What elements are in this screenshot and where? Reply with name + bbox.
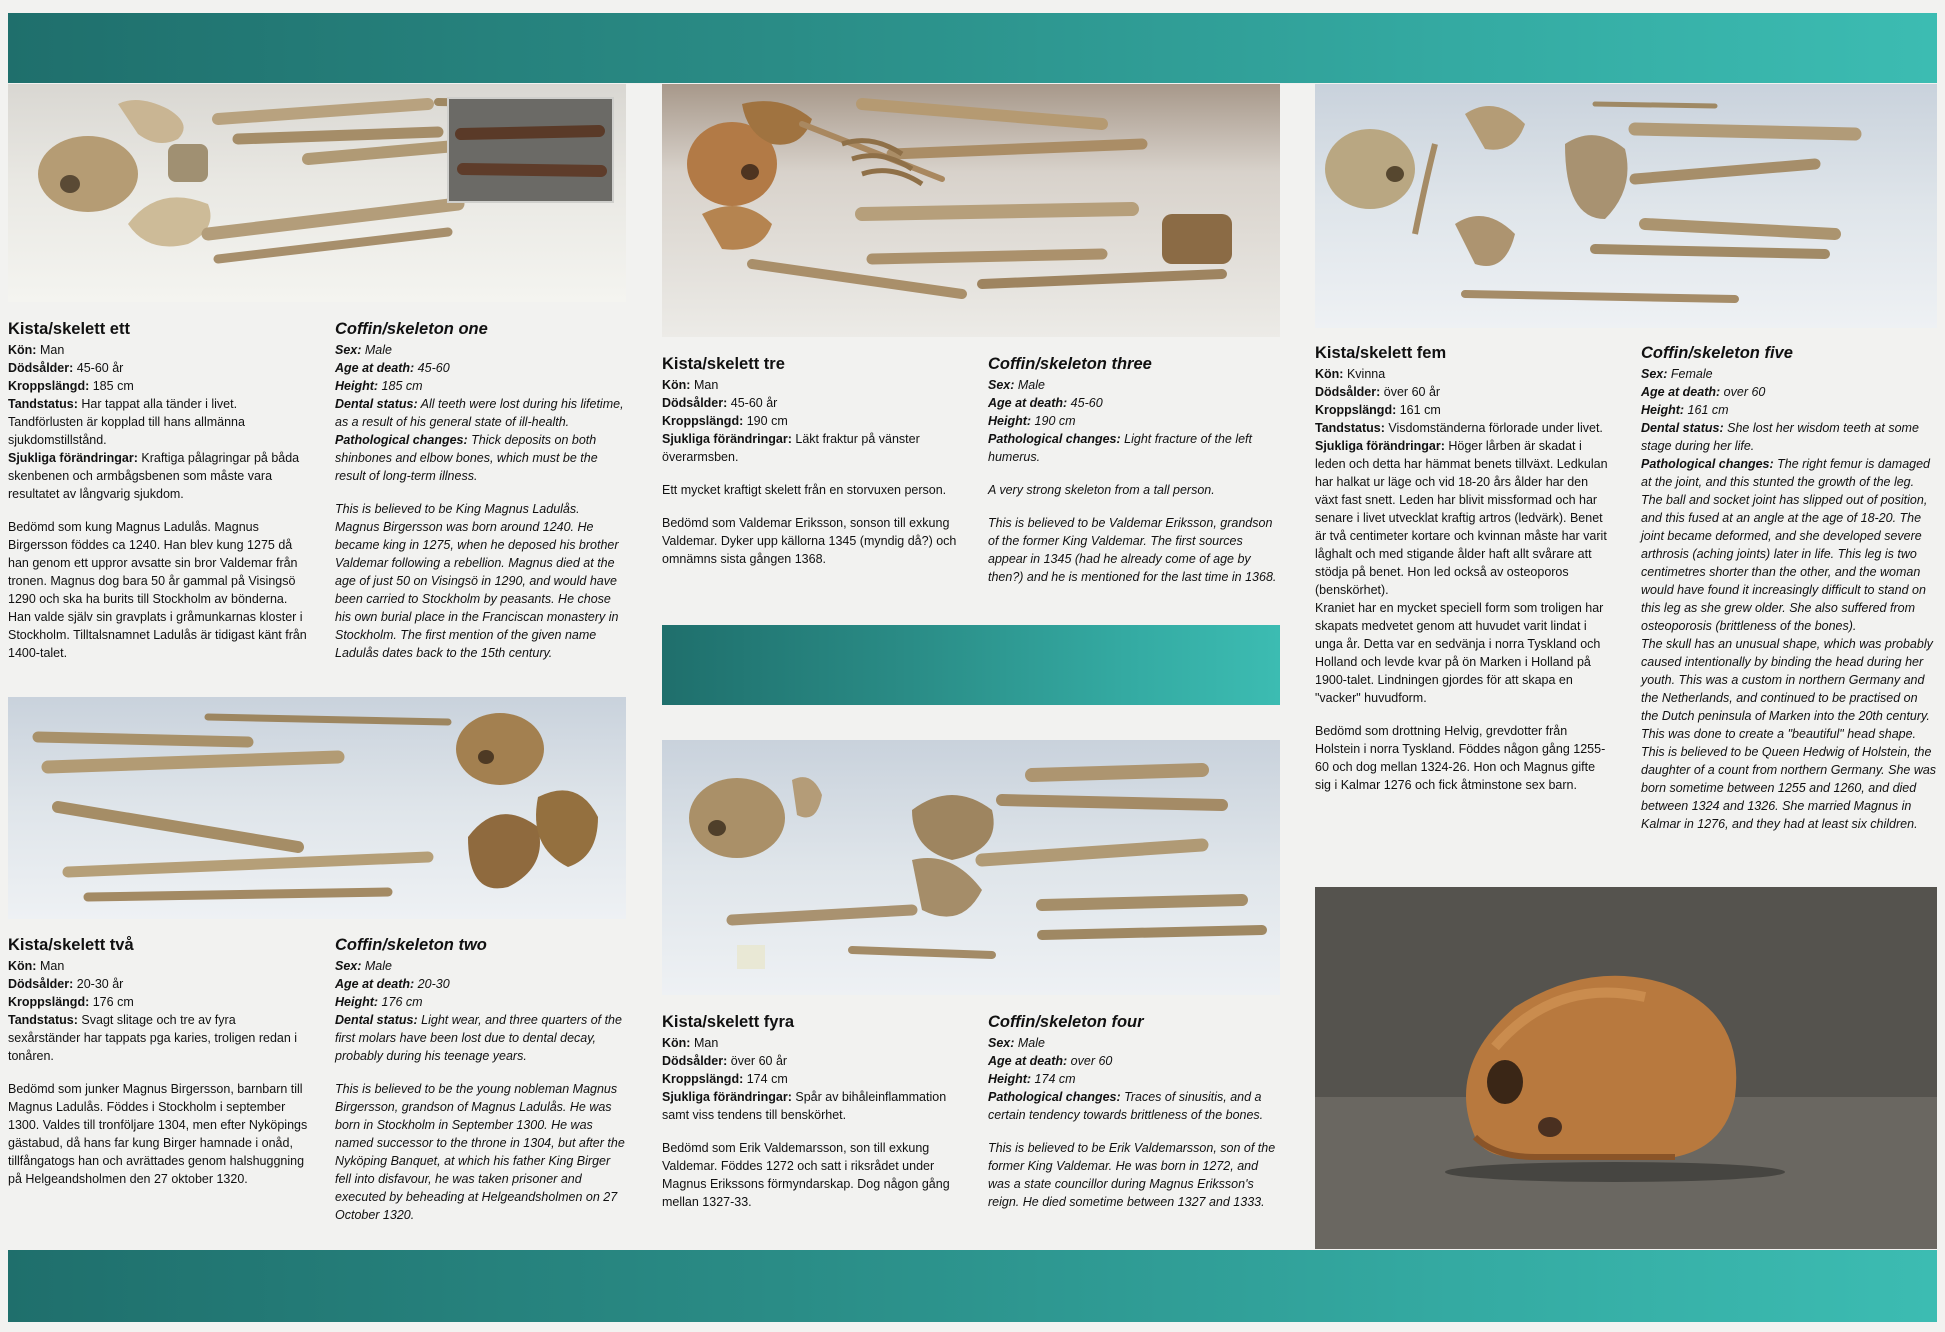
field-row: Tandstatus: Har tappat alla tänder i livet. Tandförlusten är kopplad till hans allmänna sjukdomstillstånd. xyxy=(8,397,245,447)
paragraph: A very strong skeleton from a tall person. xyxy=(988,483,1215,497)
field-row: Kön: Man xyxy=(8,959,65,973)
field-row: Sex: Male xyxy=(988,378,1045,392)
field-row: Dental status: All teeth were lost during his lifetime, as a result of his general state of ill-health. xyxy=(335,397,624,429)
skeleton-one-en-title: Coffin/skeleton one xyxy=(335,320,488,338)
skeleton-four-english xyxy=(988,1011,1280,1211)
skeleton-one-swedish xyxy=(8,318,308,662)
skeleton-two-sv-title: Kista/skelett två xyxy=(8,936,134,954)
skeleton-five-sv-title: Kista/skelett fem xyxy=(1315,344,1447,362)
skeleton-two-swedish xyxy=(8,934,308,1188)
skeleton-three-photo xyxy=(662,84,1280,337)
field-row: Kroppslängd: 190 cm xyxy=(662,414,788,428)
skeleton-three-swedish xyxy=(662,353,962,568)
field-row: Kroppslängd: 161 cm xyxy=(1315,403,1441,417)
field-row: Sjukliga förändringar: Kraftiga pålagringar på båda skenbenen och armbågsbenen som måste vara resultatet av långvarig sjukdom. xyxy=(8,451,300,501)
field-row: Age at death: over 60 xyxy=(1641,385,1766,399)
field-row: Age at death: 45-60 xyxy=(335,361,450,375)
field-row: Kroppslängd: 174 cm xyxy=(662,1072,788,1086)
field-row: Sjukliga förändringar: Läkt fraktur på vänster överarmsben. xyxy=(662,432,920,464)
field-row: Pathological changes: Thick deposits on both shinbones and elbow bones, which must be the result of long-term illness. xyxy=(335,433,598,483)
field-row: Kroppslängd: 176 cm xyxy=(8,995,134,1009)
paragraph: Bedömd som drottning Helvig, grevdotter från Holstein i norra Tyskland. Föddes någon gång 1255-60 och dog mellan 1324-26. Hon och Magnus gifte sig i Kalmar 1276 och fick åtminstone sex barn. xyxy=(1315,724,1606,792)
field-row: Sjukliga förändringar: Spår av bihåleinflammation samt viss tendens till benskörhet. xyxy=(662,1090,947,1122)
skeleton-five-photo xyxy=(1315,84,1937,328)
field-row: Kön: Man xyxy=(662,378,719,392)
skeleton-five-en-title: Coffin/skeleton five xyxy=(1641,344,1793,362)
field-row: Dödsålder: 45-60 år xyxy=(662,396,778,410)
paragraph: This is believed to be Valdemar Eriksson, grandson of the former King Valdemar. The first sources appear in 1345 (had he already come of age by then?) and he is mentioned for the last time in 1368. xyxy=(988,516,1277,584)
skeleton-four-photo xyxy=(662,740,1280,995)
paragraph: Bedömd som Erik Valdemarsson, son till exkung Valdemar. Föddes 1272 och satt i riksrådet under Magnus Erikssons förmyndarskap. Dog någon gång mellan 1327-33. xyxy=(662,1141,950,1209)
field-row: Height: 161 cm xyxy=(1641,403,1729,417)
field-row: Sjukliga förändringar: Höger lårben är skadat i leden och detta har hämmat benets tillväxt. Ledkulan har halkat ur läge och vid 18-20 års ålder har den växt fast snett. Leden har blivit missformad och har senare i livet utvecklat kraftig artros (ledvärk). Benet är två centimeter kortare och kvinnan måste har varit låghalt och med stigande ålder haft allt svårare att stödja på benet. Hon led också av osteoporos (benskörhet). xyxy=(1315,439,1608,597)
paragraph: Bedömd som kung Magnus Ladulås. Magnus Birgersson föddes ca 1240. Han blev kung 1275 då han genom ett uppror avsatte sin bror Valdemar från tronen. Magnus dog bara 50 år gammal på Visingsö 1290 och ska ha burits till Stockholm av bönderna. Han valde själv sin gravplats i gråmunkarnas kloster i Stockholm. Tilltalsnamnet Ladulås är tidigast känt från 1400-talet. xyxy=(8,520,307,660)
field-row: Age at death: over 60 xyxy=(988,1054,1113,1068)
divider-band xyxy=(662,625,1280,705)
skeleton-five-swedish xyxy=(1315,342,1613,794)
field-row: Dödsålder: 20-30 år xyxy=(8,977,124,991)
field-row: Sex: Male xyxy=(335,343,392,357)
field-row: Kön: Kvinna xyxy=(1315,367,1386,381)
field-row: Dödsålder: 45-60 år xyxy=(8,361,124,375)
field-row: Dental status: She lost her wisdom teeth at some stage during her life. xyxy=(1641,421,1919,453)
paragraph: This is believed to be Queen Hedwig of Holstein, the daughter of a count from northern Germany. She was born sometime between 1255 and 1260, and died between 1324 and 1326. She married Magnus in Kalmar in 1276, and they had at least six children. xyxy=(1641,745,1937,831)
skeleton-four-swedish xyxy=(662,1011,962,1211)
field-row: Age at death: 20-30 xyxy=(335,977,450,991)
field-row: Sex: Male xyxy=(988,1036,1045,1050)
field-row: Height: 185 cm xyxy=(335,379,423,393)
field-row: Sex: Female xyxy=(1641,367,1713,381)
field-row: Kroppslängd: 185 cm xyxy=(8,379,134,393)
skeleton-five-english xyxy=(1641,342,1937,833)
field-row: Tandstatus: Svagt slitage och tre av fyra sexårständer har tappats pga karies, troligen redan i tonåren. xyxy=(8,1013,298,1063)
skull-photo xyxy=(1315,887,1937,1249)
skeleton-two-en-title: Coffin/skeleton two xyxy=(335,936,487,954)
paragraph: Bedömd som junker Magnus Birgersson, barnbarn till Magnus Ladulås. Föddes i Stockholm i september 1300. Valdes till tronföljare 1304, men efter Nyköpings gästabud, då hans far kung Birger hamnade i onåd, tillfångatogs han och avrättades genom halshuggning på Helgeandsholmen den 27 oktober 1320. xyxy=(8,1082,308,1186)
skeleton-three-en-title: Coffin/skeleton three xyxy=(988,355,1152,373)
field-row: Height: 174 cm xyxy=(988,1072,1076,1086)
field-row: Sex: Male xyxy=(335,959,392,973)
paragraph: This is believed to be Erik Valdemarsson, son of the former King Valdemar. He was born in 1272, and was a state councillor during Magnus Eriksson's reign. He died sometime between 1327 and 1333. xyxy=(988,1141,1276,1209)
field-row: Dental status: Light wear, and three quarters of the first molars have been lost due to dental decay, probably during his teenage years. xyxy=(335,1013,622,1063)
field-row: Kön: Man xyxy=(8,343,65,357)
paragraph: Bedömd som Valdemar Eriksson, sonson till exkung Valdemar. Dyker upp källorna 1345 (myndig då?) och omnämns sista gången 1368. xyxy=(662,516,957,566)
skeleton-three-english xyxy=(988,353,1280,586)
field-row: Age at death: 45-60 xyxy=(988,396,1103,410)
field-row: Kön: Man xyxy=(662,1036,719,1050)
skeleton-four-sv-title: Kista/skelett fyra xyxy=(662,1013,795,1031)
skeleton-two-photo xyxy=(8,697,626,919)
skeleton-one-inset-photo xyxy=(447,97,614,203)
header-band xyxy=(8,13,1937,83)
skeleton-one-sv-title: Kista/skelett ett xyxy=(8,320,130,338)
paragraph: The skull has an unusual shape, which was probably caused intentionally by binding the head during her youth. This was a custom in northern Germany and the Netherlands, and continued to be practised on the Dutch peninsula of Marken into the 20th century. This was done to create a "beautiful" head shape. xyxy=(1641,637,1933,741)
field-row: Height: 190 cm xyxy=(988,414,1076,428)
paragraph: This is believed to be the young nobleman Magnus Birgersson, grandson of Magnus Ladulås. He was born in Stockholm in September 1300. He was named successor to the throne in 1304, but after the Nyköping Banquet, at which his father King Birger fell into disfavour, he was taken prisoner and executed by beheading at Helgeandsholmen on 27 October 1320. xyxy=(335,1082,625,1222)
field-row: Pathological changes: Traces of sinusitis, and a certain tendency towards brittleness of the bones. xyxy=(988,1090,1264,1122)
footer-band xyxy=(8,1250,1937,1322)
field-row: Pathological changes: Light fracture of the left humerus. xyxy=(988,432,1253,464)
field-row: Tandstatus: Visdomständerna förlorade under livet. xyxy=(1315,421,1603,435)
field-row: Dödsålder: över 60 år xyxy=(1315,385,1441,399)
skeleton-two-english xyxy=(335,934,625,1224)
field-row: Pathological changes: The right femur is damaged at the joint, and this stunted the growth of the leg. The ball and socket joint has slipped out of position, and this fused at an angle at the age of 18-20. The joint became deformed, and she developed severe arthrosis (aching joints) later in life. This leg is two centimetres shorter than the other, and the woman would have found it increasingly difficult to stand on this leg as she grew older. She also suffered from osteoporosis (brittleness of the bones). xyxy=(1641,457,1931,633)
field-row: Dödsålder: över 60 år xyxy=(662,1054,788,1068)
paragraph: This is believed to be King Magnus Ladulås. Magnus Birgersson was born around 1240. He became king in 1275, when he deposed his brother Valdemar following a rebellion. Magnus died at the age of just 50 on Visingsö in 1290, and would have been carried to Stockholm by peasants. He chose his own burial place in the Franciscan monastery in Stockholm. The first mention of the given name Ladulås dates back to the 15th century. xyxy=(335,502,619,660)
skeleton-four-en-title: Coffin/skeleton four xyxy=(988,1013,1144,1031)
paragraph: Ett mycket kraftigt skelett från en storvuxen person. xyxy=(662,483,947,497)
field-row: Height: 176 cm xyxy=(335,995,423,1009)
skeleton-one-english xyxy=(335,318,625,662)
paragraph: Kraniet har en mycket speciell form som troligen har skapats medvetet genom att huvudet varit lindat i unga år. Detta var en sedvänja i norra Tyskland och Holland och levde kvar på ön Marken i Holland på 1900-talet. Lindningen gjordes för att skapa en "vacker" huvudform. xyxy=(1315,601,1604,705)
skeleton-three-sv-title: Kista/skelett tre xyxy=(662,355,785,373)
